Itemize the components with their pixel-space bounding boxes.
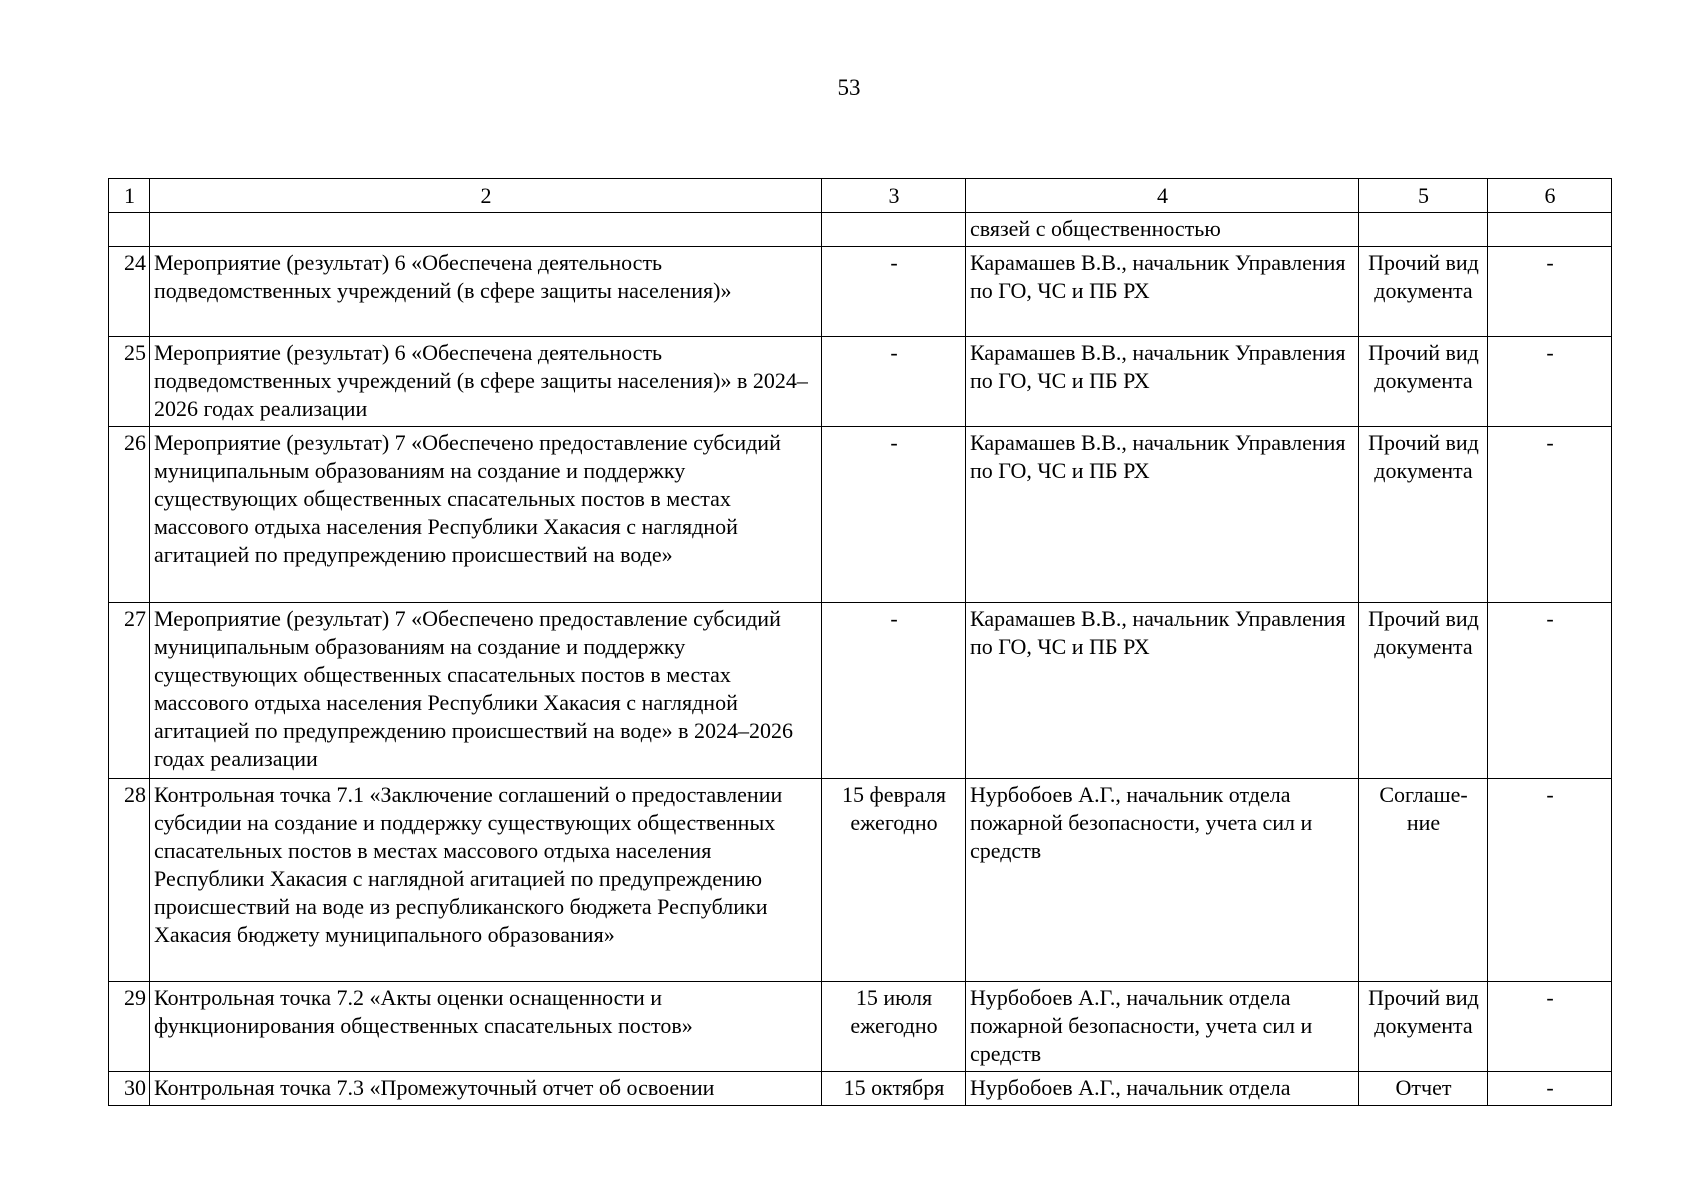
row-number-cell: 26 bbox=[109, 427, 150, 603]
continuation-row bbox=[109, 213, 1612, 247]
extra-cell: - bbox=[1488, 982, 1612, 1072]
table-row bbox=[109, 982, 1612, 1072]
date-cell: 15 октября bbox=[822, 1072, 966, 1106]
header-cell: 6 bbox=[1488, 179, 1612, 213]
doc-type-cell: Прочий вид документа bbox=[1359, 982, 1488, 1072]
event-cell: Мероприятие (результат) 6 «Обеспечена деятельность подведомственных учреждений (в сфере защиты населения)» bbox=[150, 247, 822, 337]
date-cell: - bbox=[822, 337, 966, 427]
table-row bbox=[109, 337, 1612, 427]
event-cell: Мероприятие (результат) 7 «Обеспечено предоставление субсидий муниципальным образованиям на создание и поддержку существующих общественных спасательных постов в местах массового отдыха населения Республики Хакасия с наглядной агитацией по предупреждению происшествий на воде» в 2024–2026 годах реализации bbox=[150, 603, 822, 779]
row-number-cell bbox=[109, 213, 150, 247]
date-cell: - bbox=[822, 603, 966, 779]
responsible-cell: Нурбобоев А.Г., начальник отдела пожарной безопасности, учета сил и средств bbox=[966, 982, 1359, 1072]
extra-cell: - bbox=[1488, 427, 1612, 603]
responsible-cell: Нурбобоев А.Г., начальник отдела bbox=[966, 1072, 1359, 1106]
page-number: 53 bbox=[837, 75, 861, 100]
responsible-cell: Карамашев В.В., начальник Управления по ГО, ЧС и ПБ РХ bbox=[966, 337, 1359, 427]
doc-type-cell: Отчет bbox=[1359, 1072, 1488, 1106]
event-cell bbox=[150, 213, 822, 247]
table-row bbox=[109, 779, 1612, 982]
table-row bbox=[109, 1072, 1612, 1106]
row-number-cell: 28 bbox=[109, 779, 150, 982]
doc-type-cell: Прочий вид документа bbox=[1359, 427, 1488, 603]
event-cell: Контрольная точка 7.3 «Промежуточный отчет об освоении bbox=[150, 1072, 822, 1106]
extra-cell: - bbox=[1488, 337, 1612, 427]
doc-type-cell: Прочий вид документа bbox=[1359, 603, 1488, 779]
responsible-cell: Карамашев В.В., начальник Управления по ГО, ЧС и ПБ РХ bbox=[966, 247, 1359, 337]
date-cell: - bbox=[822, 247, 966, 337]
header-cell: 1 bbox=[109, 179, 150, 213]
responsible-cell: Карамашев В.В., начальник Управления по ГО, ЧС и ПБ РХ bbox=[966, 427, 1359, 603]
plan-table bbox=[108, 178, 1612, 1106]
extra-cell: - bbox=[1488, 603, 1612, 779]
header-row bbox=[109, 179, 1612, 213]
responsible-cell: Нурбобоев А.Г., начальник отдела пожарной безопасности, учета сил и средств bbox=[966, 779, 1359, 982]
responsible-cell: связей с общественностью bbox=[966, 213, 1359, 247]
header-cell: 3 bbox=[822, 179, 966, 213]
doc-type-cell: Прочий вид документа bbox=[1359, 337, 1488, 427]
row-number-cell: 29 bbox=[109, 982, 150, 1072]
extra-cell: - bbox=[1488, 1072, 1612, 1106]
row-number-cell: 24 bbox=[109, 247, 150, 337]
header-cell: 5 bbox=[1359, 179, 1488, 213]
extra-cell: - bbox=[1488, 247, 1612, 337]
row-number-cell: 27 bbox=[109, 603, 150, 779]
table-row bbox=[109, 427, 1612, 603]
extra-cell: - bbox=[1488, 779, 1612, 982]
date-cell bbox=[822, 213, 966, 247]
date-cell: - bbox=[822, 427, 966, 603]
date-cell: 15 июля ежегодно bbox=[822, 982, 966, 1072]
event-cell: Мероприятие (результат) 6 «Обеспечена деятельность подведомственных учреждений (в сфере защиты населения)» в 2024–2026 годах реализации bbox=[150, 337, 822, 427]
event-cell: Мероприятие (результат) 7 «Обеспечено предоставление субсидий муниципальным образованиям на создание и поддержку существующих общественных спасательных постов в местах массового отдыха населения Республики Хакасия с наглядной агитацией по предупреждению происшествий на воде» bbox=[150, 427, 822, 603]
row-number-cell: 30 bbox=[109, 1072, 150, 1106]
doc-type-cell: Прочий вид документа bbox=[1359, 247, 1488, 337]
date-cell: 15 февраля ежегодно bbox=[822, 779, 966, 982]
event-cell: Контрольная точка 7.1 «Заключение соглашений о предоставлении субсидии на создание и поддержку существующих общественных спасательных постов в местах массового отдыха населения Республики Хакасия с наглядной агитацией по предупреждению происшествий на воде из республиканского бюджета Республики Хакасия бюджету муниципального образования» bbox=[150, 779, 822, 982]
event-cell: Контрольная точка 7.2 «Акты оценки оснащенности и функционирования общественных спасательных постов» bbox=[150, 982, 822, 1072]
doc-type-cell bbox=[1359, 213, 1488, 247]
table-row bbox=[109, 603, 1612, 779]
responsible-cell: Карамашев В.В., начальник Управления по ГО, ЧС и ПБ РХ bbox=[966, 603, 1359, 779]
header-cell: 2 bbox=[150, 179, 822, 213]
row-number-cell: 25 bbox=[109, 337, 150, 427]
extra-cell bbox=[1488, 213, 1612, 247]
table-row bbox=[109, 247, 1612, 337]
doc-type-cell: Соглаше-ние bbox=[1359, 779, 1488, 982]
header-cell: 4 bbox=[966, 179, 1359, 213]
